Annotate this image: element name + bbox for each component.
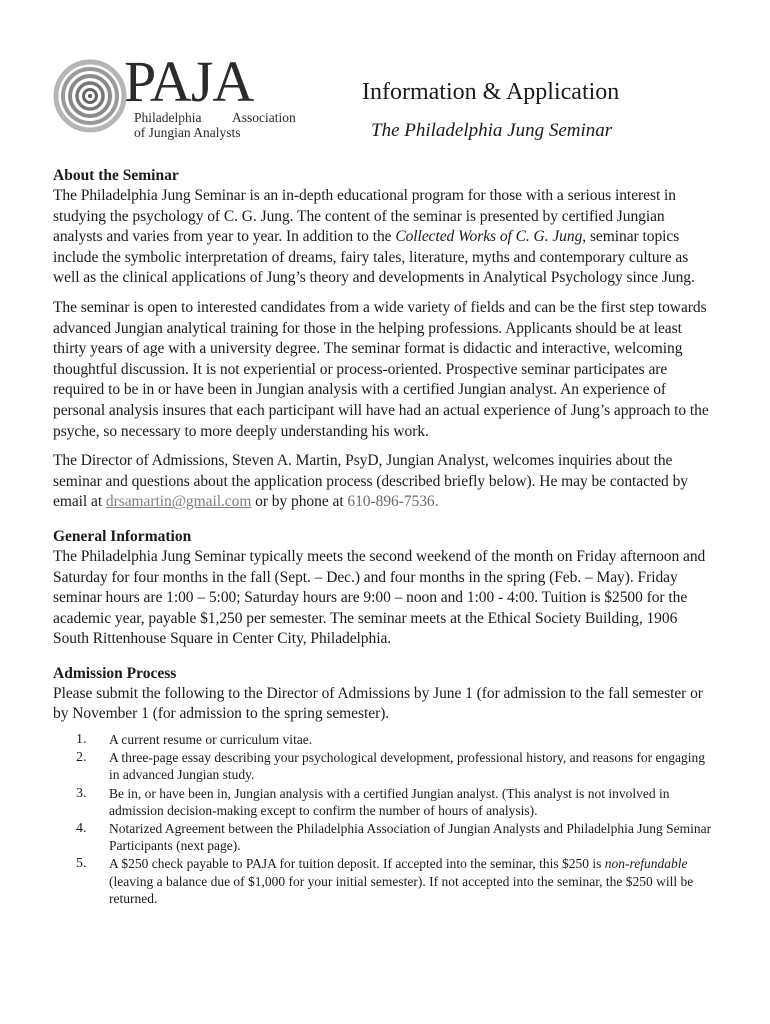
list-item-text: A three-page essay describing your psychological development, professional history, and reasons for engaging in advanced Jungian study. <box>109 750 705 783</box>
phone-number: 610-896-7536. <box>347 493 439 511</box>
document-body <box>53 166 715 908</box>
logo-association: Association <box>232 110 296 125</box>
list-item <box>53 820 715 854</box>
page-subtitle: The Philadelphia Jung Seminar <box>371 120 613 141</box>
about-paragraph-2: The seminar is open to interested candidates from a wide variety of fields and can be the first step towards advanced Jungian analytical training for those in the helping professions. Applicants should be at least thirty years of age with a university degree. The seminar format is didactic and interactive, welcoming thoughtful discussion. It is not experiential or process-oriented. Prospective seminar participates are required to be in or have been in Jungian analysis with a certified Jungian analyst. An experience of personal analysis insures that each participant will have had an actual experience of Jung’s approach to the psyche, so necessary to more deeply understanding his work. <box>53 298 709 440</box>
list-item <box>53 785 715 819</box>
about-p3-text-a: The Director of Admissions, Steven A. Martin, PsyD, Jungian Analyst, welcomes inquiries about the seminar and questions about the application process (described briefly below). He may be contacted by email at <box>53 452 688 511</box>
list-item-text: Be in, or have been in, Jungian analysis with a certified Jungian analyst. (This analyst is not involved in admission decision-making except to confirm the number of hours of analysis). <box>109 785 670 818</box>
list-item-text: A current resume or curriculum vitae. <box>109 732 313 748</box>
list-item-number: 4. <box>76 821 87 837</box>
paja-logo <box>52 49 296 150</box>
about-p1-text-b: , seminar topics include the symbolic interpretation of dreams, fairy tales, literature, myths and contemporary culture as well as the clinical applications of Jung’s theory and developments in Analytical Psychology since Jung. <box>53 228 695 287</box>
logo-philadelphia: Philadelphia <box>134 110 202 125</box>
collected-works-title: Collected Works of C. G. Jung <box>395 228 583 246</box>
general-heading: General Information <box>53 527 192 545</box>
email-link[interactable]: drsamartin@gmail.com <box>105 493 252 511</box>
about-heading: About the Seminar <box>53 167 179 184</box>
concentric-rings-logo-icon <box>52 50 132 150</box>
list-item <box>53 731 715 748</box>
logo-line-1 <box>134 110 296 125</box>
logo-line-2: of Jungian Analysts <box>134 125 241 140</box>
admission-intro: Please submit the following to the Director of Admissions by June 1 (for admission to the fall semester or by November 1 (for admission to the spring semester). <box>53 684 703 723</box>
list-item <box>53 749 715 783</box>
about-paragraph-3 <box>53 451 715 513</box>
general-paragraph: The Philadelphia Jung Seminar typically meets the second weekend of the month on Friday afternoon and Saturday for four months in the fall (Sept. – Dec.) and four months in the spring (Feb. – May). Friday seminar hours are 1:00 – 5:00; Saturday hours are 9:00 – noon and 1:00 - 4:00. Tuition is $2500 for the academic year, payable $1,250 per semester. The seminar meets at the Ethical Society Building, 1906 South Rittenhouse Square in Center City, Philadelphia. <box>53 547 706 648</box>
list-item-number: 1. <box>76 732 87 748</box>
about-p3-text-b: or by phone at <box>251 493 348 511</box>
list-item-number: 3. <box>76 785 87 801</box>
list-item-text-b: (leaving a balance due of $1,000 for your initial semester). If not accepted into the seminar, the $250 will be returned. <box>109 873 694 906</box>
page-title: Information & Application <box>362 79 620 105</box>
list-item-number: 5. <box>76 856 87 872</box>
list-item-text-a: A $250 check payable to PAJA for tuition deposit. If accepted into the seminar, this $250 is <box>109 856 605 872</box>
about-p1-text-a: The Philadelphia Jung Seminar is an in-depth educational program for those with a serious interest in studying the psychology of C. G. Jung. The content of the seminar is presented by certified Jungian analysts and varies from year to year. In addition to the <box>53 187 676 246</box>
list-item <box>53 855 715 907</box>
list-item-text: Notarized Agreement between the Philadelphia Association of Jungian Analysts and Philadelphia Jung Seminar Participants (next page). <box>109 821 712 854</box>
logo-acronym: PAJA <box>124 49 254 114</box>
list-item-number: 2. <box>76 750 87 766</box>
non-refundable-text: non-refundable <box>604 856 688 872</box>
about-paragraph-1 <box>53 186 715 289</box>
admission-requirements-list <box>53 731 715 907</box>
admission-heading: Admission Process <box>53 664 177 682</box>
